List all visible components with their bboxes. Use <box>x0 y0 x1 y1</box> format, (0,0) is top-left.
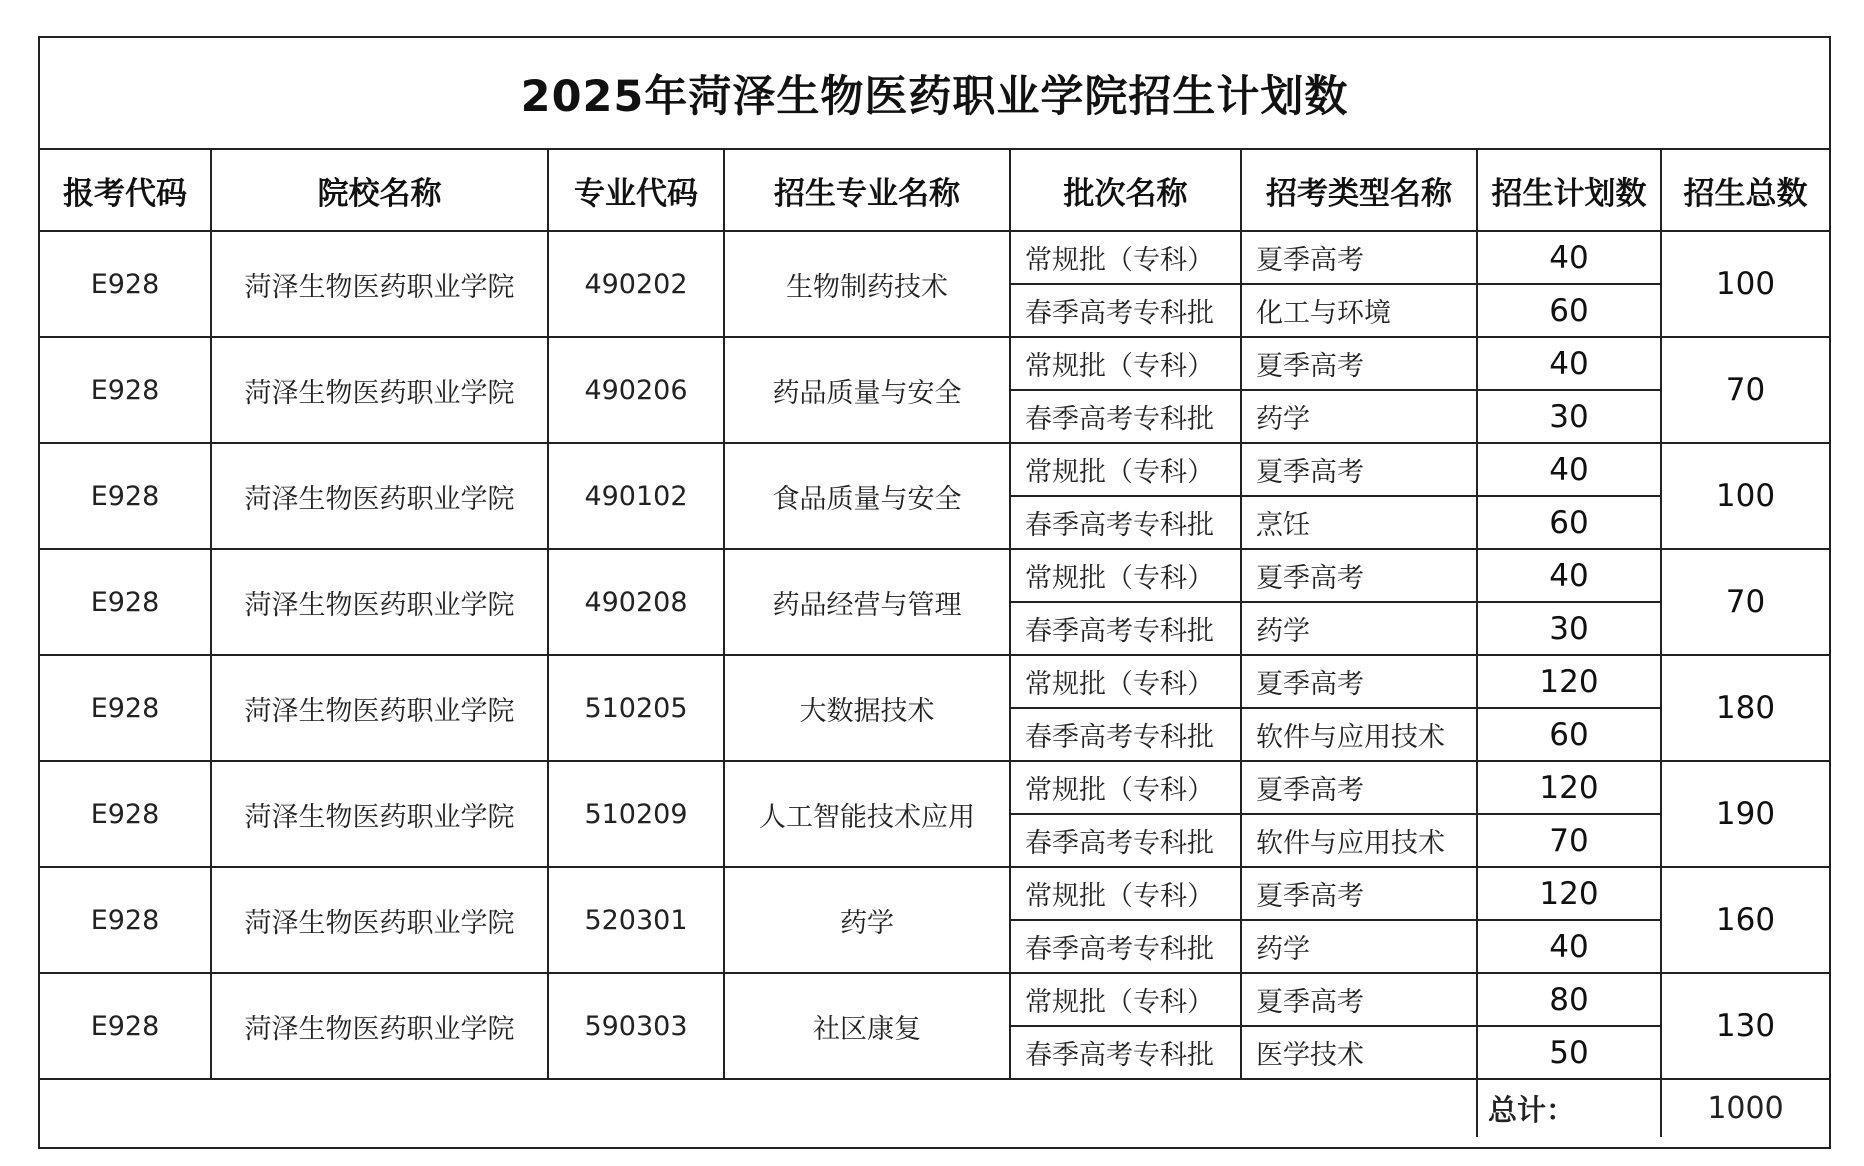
school-name-cell: 菏泽生物医药职业学院 <box>211 549 548 655</box>
plan-count-cell: 30 <box>1477 602 1661 655</box>
table-body <box>40 231 1829 1137</box>
header-batch-name: 批次名称 <box>1010 150 1241 231</box>
batch-name-cell: 常规批（专科） <box>1010 337 1241 390</box>
plan-count-cell: 120 <box>1477 655 1661 708</box>
table-row <box>40 231 1829 284</box>
major-code-cell: 490208 <box>548 549 724 655</box>
header-major-code: 专业代码 <box>548 150 724 231</box>
table-row <box>40 761 1829 814</box>
exam-code-cell: E928 <box>40 337 211 443</box>
major-name-cell: 生物制药技术 <box>724 231 1010 337</box>
batch-name-cell: 春季高考专科批 <box>1010 284 1241 337</box>
enrollment-plan-table <box>40 150 1829 1137</box>
major-name-cell: 人工智能技术应用 <box>724 761 1010 867</box>
plan-count-cell: 70 <box>1477 814 1661 867</box>
school-name-cell: 菏泽生物医药职业学院 <box>211 761 548 867</box>
summary-value: 1000 <box>1661 1079 1829 1137</box>
plan-count-cell: 60 <box>1477 496 1661 549</box>
page-title: 2025年菏泽生物医药职业学院招生计划数 <box>40 38 1829 150</box>
batch-name-cell: 春季高考专科批 <box>1010 708 1241 761</box>
header-exam-type: 招考类型名称 <box>1241 150 1477 231</box>
plan-count-cell: 40 <box>1477 920 1661 973</box>
exam-type-cell: 软件与应用技术 <box>1241 708 1477 761</box>
batch-name-cell: 春季高考专科批 <box>1010 602 1241 655</box>
exam-type-cell: 药学 <box>1241 390 1477 443</box>
major-code-cell: 510205 <box>548 655 724 761</box>
exam-code-cell: E928 <box>40 867 211 973</box>
exam-type-cell: 烹饪 <box>1241 496 1477 549</box>
enrollment-plan-sheet <box>38 36 1831 1149</box>
major-code-cell: 490102 <box>548 443 724 549</box>
plan-count-cell: 40 <box>1477 231 1661 284</box>
major-name-cell: 药品质量与安全 <box>724 337 1010 443</box>
school-name-cell: 菏泽生物医药职业学院 <box>211 337 548 443</box>
plan-count-cell: 30 <box>1477 390 1661 443</box>
major-code-cell: 490206 <box>548 337 724 443</box>
batch-name-cell: 常规批（专科） <box>1010 973 1241 1026</box>
header-exam-code: 报考代码 <box>40 150 211 231</box>
total-count-cell: 180 <box>1661 655 1829 761</box>
batch-name-cell: 春季高考专科批 <box>1010 814 1241 867</box>
total-count-cell: 100 <box>1661 231 1829 337</box>
total-count-cell: 100 <box>1661 443 1829 549</box>
total-count-cell: 70 <box>1661 337 1829 443</box>
major-code-cell: 590303 <box>548 973 724 1079</box>
plan-count-cell: 60 <box>1477 284 1661 337</box>
exam-code-cell: E928 <box>40 549 211 655</box>
plan-count-cell: 120 <box>1477 761 1661 814</box>
table-row <box>40 443 1829 496</box>
summary-row <box>40 1079 1829 1137</box>
exam-type-cell: 夏季高考 <box>1241 443 1477 496</box>
exam-type-cell: 药学 <box>1241 602 1477 655</box>
exam-type-cell: 夏季高考 <box>1241 867 1477 920</box>
total-count-cell: 70 <box>1661 549 1829 655</box>
batch-name-cell: 春季高考专科批 <box>1010 1026 1241 1079</box>
exam-type-cell: 夏季高考 <box>1241 337 1477 390</box>
school-name-cell: 菏泽生物医药职业学院 <box>211 443 548 549</box>
exam-code-cell: E928 <box>40 231 211 337</box>
batch-name-cell: 春季高考专科批 <box>1010 496 1241 549</box>
header-row <box>40 150 1829 231</box>
plan-count-cell: 40 <box>1477 443 1661 496</box>
table-row <box>40 973 1829 1026</box>
header-school-name: 院校名称 <box>211 150 548 231</box>
total-count-cell: 130 <box>1661 973 1829 1079</box>
major-name-cell: 社区康复 <box>724 973 1010 1079</box>
exam-type-cell: 夏季高考 <box>1241 231 1477 284</box>
major-name-cell: 大数据技术 <box>724 655 1010 761</box>
exam-code-cell: E928 <box>40 443 211 549</box>
school-name-cell: 菏泽生物医药职业学院 <box>211 231 548 337</box>
table-row <box>40 337 1829 390</box>
plan-count-cell: 60 <box>1477 708 1661 761</box>
summary-label: 总计： <box>1477 1079 1661 1137</box>
header-total-count: 招生总数 <box>1661 150 1829 231</box>
exam-type-cell: 夏季高考 <box>1241 655 1477 708</box>
plan-count-cell: 50 <box>1477 1026 1661 1079</box>
major-name-cell: 药学 <box>724 867 1010 973</box>
summary-blank-cell <box>40 1079 1477 1137</box>
exam-type-cell: 药学 <box>1241 920 1477 973</box>
batch-name-cell: 常规批（专科） <box>1010 655 1241 708</box>
batch-name-cell: 常规批（专科） <box>1010 443 1241 496</box>
batch-name-cell: 春季高考专科批 <box>1010 390 1241 443</box>
header-plan-count: 招生计划数 <box>1477 150 1661 231</box>
header-major-name: 招生专业名称 <box>724 150 1010 231</box>
plan-count-cell: 120 <box>1477 867 1661 920</box>
table-row <box>40 549 1829 602</box>
exam-type-cell: 软件与应用技术 <box>1241 814 1477 867</box>
exam-type-cell: 医学技术 <box>1241 1026 1477 1079</box>
plan-count-cell: 40 <box>1477 337 1661 390</box>
table-row <box>40 655 1829 708</box>
batch-name-cell: 常规批（专科） <box>1010 867 1241 920</box>
exam-code-cell: E928 <box>40 655 211 761</box>
total-count-cell: 190 <box>1661 761 1829 867</box>
exam-code-cell: E928 <box>40 973 211 1079</box>
table-row <box>40 867 1829 920</box>
exam-type-cell: 夏季高考 <box>1241 549 1477 602</box>
major-name-cell: 食品质量与安全 <box>724 443 1010 549</box>
batch-name-cell: 春季高考专科批 <box>1010 920 1241 973</box>
major-code-cell: 490202 <box>548 231 724 337</box>
plan-count-cell: 40 <box>1477 549 1661 602</box>
batch-name-cell: 常规批（专科） <box>1010 549 1241 602</box>
batch-name-cell: 常规批（专科） <box>1010 231 1241 284</box>
exam-type-cell: 夏季高考 <box>1241 973 1477 1026</box>
school-name-cell: 菏泽生物医药职业学院 <box>211 655 548 761</box>
total-count-cell: 160 <box>1661 867 1829 973</box>
plan-count-cell: 80 <box>1477 973 1661 1026</box>
major-name-cell: 药品经营与管理 <box>724 549 1010 655</box>
major-code-cell: 520301 <box>548 867 724 973</box>
exam-type-cell: 化工与环境 <box>1241 284 1477 337</box>
exam-type-cell: 夏季高考 <box>1241 761 1477 814</box>
batch-name-cell: 常规批（专科） <box>1010 761 1241 814</box>
school-name-cell: 菏泽生物医药职业学院 <box>211 973 548 1079</box>
exam-code-cell: E928 <box>40 761 211 867</box>
school-name-cell: 菏泽生物医药职业学院 <box>211 867 548 973</box>
major-code-cell: 510209 <box>548 761 724 867</box>
